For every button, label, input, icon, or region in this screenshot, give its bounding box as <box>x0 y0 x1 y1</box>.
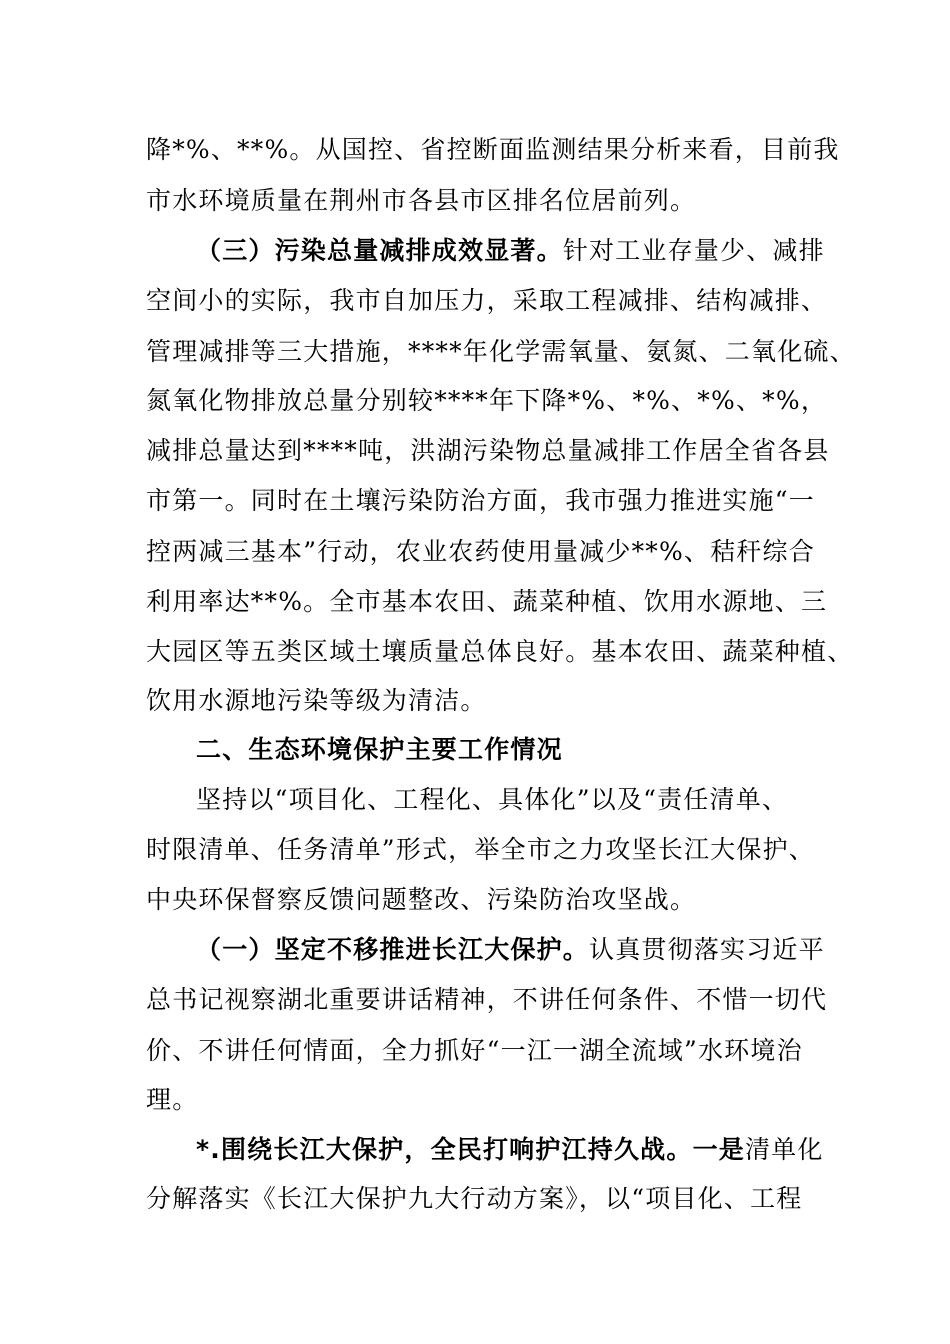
section-3-title: （三）污染总量减排成效显著。 <box>196 236 563 265</box>
paragraph-line: 减排总量达到****吨，洪湖污染物总量减排工作居全省各县 <box>146 436 830 465</box>
paragraph-line: 时限清单、任务清单”形式，举全市之力攻坚长江大保护、 <box>146 835 815 864</box>
paragraph-line: 总书记视察湖北重要讲话精神，不讲任何条件、不惜一切代 <box>146 985 828 1014</box>
paragraph-line: 市水环境质量在荆州市各县市区排名位居前列。 <box>146 186 697 215</box>
paragraph-line: 市第一。同时在土壤污染防治方面，我市强力推进实施“一 <box>146 486 815 515</box>
paragraph-line: 大园区等五类区域土壤质量总体良好。基本农田、蔬菜种植、 <box>146 637 854 666</box>
item-1-heading-line: *.围绕长江大保护，全民打响护江持久战。一是清单化 <box>196 1135 824 1164</box>
paragraph-line: 价、不讲任何情面，全力抓好“一江一湖全流域”水环境治 <box>146 1036 803 1065</box>
paragraph-line: 理。 <box>146 1085 199 1114</box>
subsection-1-heading-line: （一）坚定不移推进长江大保护。认真贯彻落实习近平 <box>196 935 825 964</box>
section-3-heading-line: （三）污染总量减排成效显著。针对工业存量少、减排 <box>196 236 825 265</box>
paragraph-line: 坚持以“项目化、工程化、具体化”以及“责任清单、 <box>196 785 789 814</box>
paragraph-line: 管理减排等三大措施，****年化学需氧量、氨氮、二氧化硫、 <box>146 337 856 366</box>
paragraph-line: 氮氧化物排放总量分别较****年下降*%、*%、*%、*%， <box>146 386 828 415</box>
paragraph-line: 利用率达**%。全市基本农田、蔬菜种植、饮用水源地、三 <box>146 587 828 616</box>
section-2-heading: 二、生态环境保护主要工作情况 <box>196 735 563 764</box>
paragraph-line: 控两减三基本”行动，农业农药使用量减少**%、秸秆综合 <box>146 537 815 566</box>
paragraph-line: 分解落实《长江大保护九大行动方案》，以“项目化、工程 <box>146 1184 803 1213</box>
subsection-1-title: （一）坚定不移推进长江大保护。 <box>196 935 590 964</box>
paragraph-line: 空间小的实际，我市自加压力，采取工程减排、结构减排、 <box>146 286 828 315</box>
paragraph-line: 降*%、**%。从国控、省控断面监测结果分析来看，目前我 <box>146 135 840 164</box>
item-1-title: *.围绕长江大保护，全民打响护江持久战。一是 <box>196 1135 745 1164</box>
paragraph-line: 饮用水源地污染等级为清洁。 <box>146 686 487 715</box>
paragraph-line: 中央环保督察反馈问题整改、污染防治攻坚战。 <box>146 885 697 914</box>
